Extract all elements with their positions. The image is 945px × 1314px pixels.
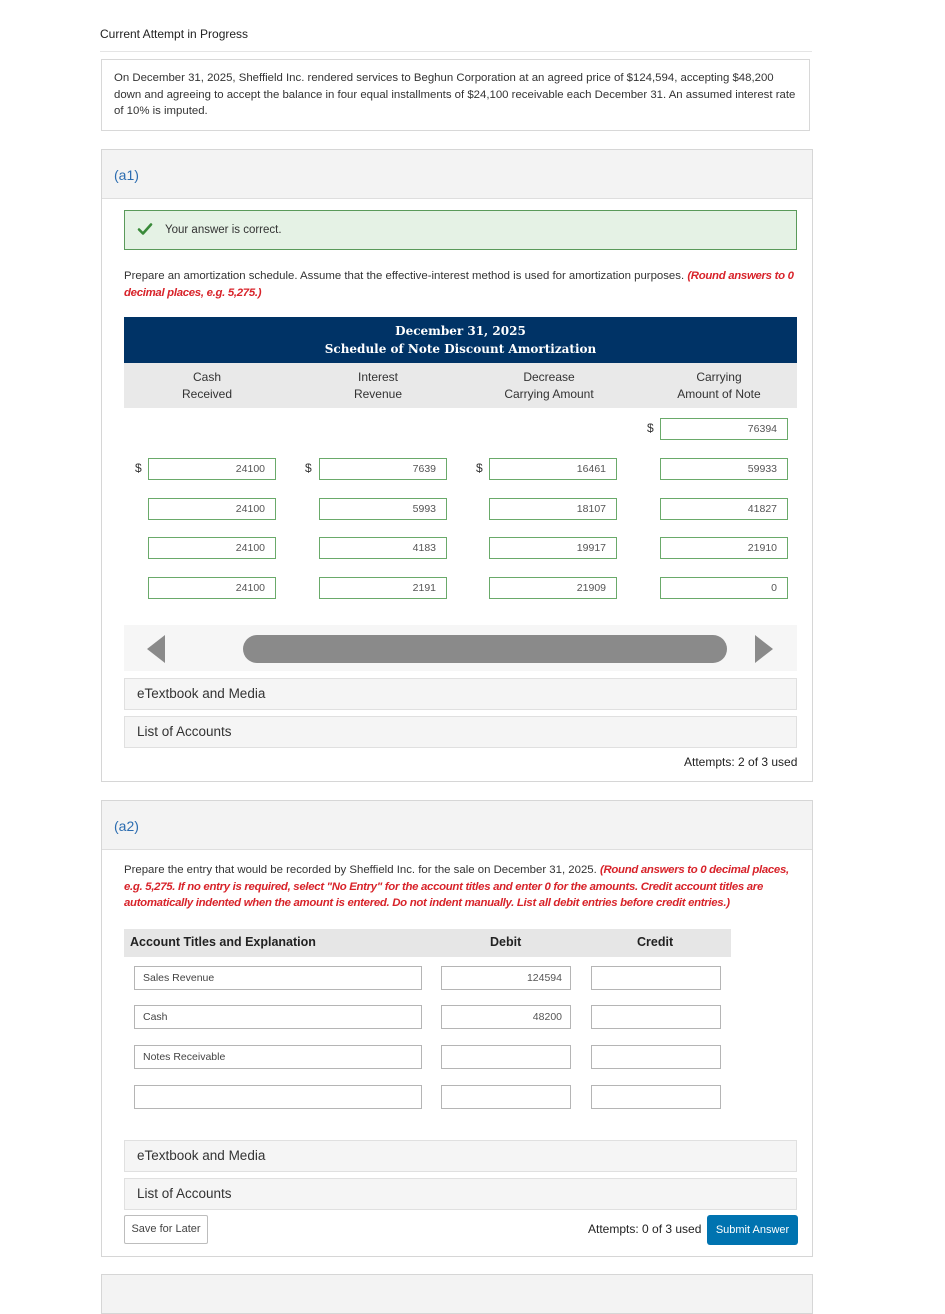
carrying-amount-input[interactable]: 41827 [660, 498, 788, 520]
part-a1-label: (a1) [114, 167, 139, 183]
schedule-title [124, 317, 797, 363]
col-cash-received: Cash Received [181, 370, 233, 401]
schedule-date: December 31, 2025 [395, 324, 526, 338]
save-for-later-button[interactable]: Save for Later [124, 1215, 208, 1244]
currency-symbol: $ [305, 461, 312, 475]
scroll-right-icon[interactable] [755, 635, 773, 663]
schedule-name: Schedule of Note Discount Amortization [324, 342, 597, 356]
interest-revenue-input[interactable]: 5993 [319, 498, 447, 520]
debit-input[interactable]: 124594 [441, 966, 571, 990]
carrying-amount-input[interactable]: 0 [660, 577, 788, 599]
cash-received-input[interactable]: 24100 [148, 458, 276, 480]
decrease-carrying-input[interactable]: 19917 [489, 537, 617, 559]
account-title-input[interactable]: Notes Receivable [134, 1045, 422, 1069]
list-of-accounts-link[interactable]: List of Accounts [124, 716, 797, 748]
a2-instruction-text: Prepare the entry that would be recorded by Sheffield Inc. for the sale on December 31, 2025. [124, 864, 597, 876]
etextbook-media-link[interactable]: eTextbook and Media [124, 1140, 797, 1172]
carrying-amount-input[interactable]: 59933 [660, 458, 788, 480]
correct-feedback [124, 210, 797, 250]
part-a2-label: (a2) [114, 818, 139, 834]
carrying-amount-input[interactable]: 21910 [660, 537, 788, 559]
credit-input[interactable] [591, 1085, 721, 1109]
initial-carrying-input[interactable]: 76394 [660, 418, 788, 440]
scroll-thumb[interactable] [243, 635, 727, 663]
feedback-text: Your answer is correct. [165, 224, 282, 236]
col-debit: Debit [490, 935, 522, 949]
checkmark-icon [137, 221, 153, 237]
account-title-input[interactable]: Cash [134, 1005, 422, 1029]
col-carrying-amount: Carrying Amount of Note [677, 370, 761, 401]
part-next [101, 1274, 813, 1314]
currency-symbol: $ [135, 461, 142, 475]
currency-symbol: $ [647, 421, 654, 435]
col-decrease-carrying: Decrease Carrying Amount [504, 370, 594, 401]
part-a1 [101, 149, 813, 782]
currency-symbol: $ [476, 461, 483, 475]
cash-received-input[interactable]: 24100 [148, 498, 276, 520]
a1-instructions [124, 268, 799, 301]
interest-revenue-input[interactable]: 2191 [319, 577, 447, 599]
col-credit: Credit [637, 935, 674, 949]
credit-input[interactable] [591, 1005, 721, 1029]
account-title-input[interactable]: Sales Revenue [134, 966, 422, 990]
journal-column-headers [124, 929, 731, 957]
col-account-titles: Account Titles and Explanation [130, 935, 316, 949]
a2-attempts: Attempts: 0 of 3 used [588, 1222, 702, 1236]
interest-revenue-input[interactable]: 7639 [319, 458, 447, 480]
horizontal-scrollbar[interactable] [124, 625, 797, 671]
a2-instructions [124, 862, 799, 912]
decrease-carrying-input[interactable]: 18107 [489, 498, 617, 520]
part-a2-header[interactable] [102, 801, 812, 850]
page [92, 0, 822, 1296]
credit-input[interactable] [591, 1045, 721, 1069]
debit-input[interactable]: 48200 [441, 1005, 571, 1029]
attempt-status: Current Attempt in Progress [100, 27, 249, 41]
account-title-input[interactable] [134, 1085, 422, 1109]
scroll-left-icon[interactable] [147, 635, 165, 663]
decrease-carrying-input[interactable]: 21909 [489, 577, 617, 599]
schedule-column-headers [124, 363, 797, 408]
a2-rounding-note: (Round answers to 0 decimal places, e.g. 5,275. If no entry is required, select "No Entry" for the account titles and enter 0 for the amounts. Credit account titles are automatically indented when the amount is entered. Do not indent manually. List all debit entries before credit entries.) [124, 864, 789, 909]
part-a2 [101, 800, 813, 1257]
submit-answer-button[interactable]: Submit Answer [707, 1215, 798, 1245]
decrease-carrying-input[interactable]: 16461 [489, 458, 617, 480]
a1-instruction-text: Prepare an amortization schedule. Assume that the effective-interest method is used for amortization purposes. [124, 270, 685, 282]
col-interest-revenue: Interest Revenue [353, 370, 403, 401]
cash-received-input[interactable]: 24100 [148, 537, 276, 559]
credit-input[interactable] [591, 966, 721, 990]
a1-attempts: Attempts: 2 of 3 used [684, 755, 798, 769]
part-a1-header[interactable] [102, 150, 812, 199]
divider [100, 51, 812, 52]
debit-input[interactable] [441, 1085, 571, 1109]
debit-input[interactable] [441, 1045, 571, 1069]
a1-rounding-note: (Round answers to 0 decimal places, e.g. 5,275.) [124, 270, 794, 299]
list-of-accounts-link[interactable]: List of Accounts [124, 1178, 797, 1210]
cash-received-input[interactable]: 24100 [148, 577, 276, 599]
interest-revenue-input[interactable]: 4183 [319, 537, 447, 559]
problem-statement: On December 31, 2025, Sheffield Inc. rendered services to Beghun Corporation at an agreed price of $124,594, accepting $48,200 down and agreeing to accept the balance in four equal installments of $24,100 receivable each December 31. An assumed interest rate of 10% is imputed. [101, 59, 810, 131]
etextbook-media-link[interactable]: eTextbook and Media [124, 678, 797, 710]
